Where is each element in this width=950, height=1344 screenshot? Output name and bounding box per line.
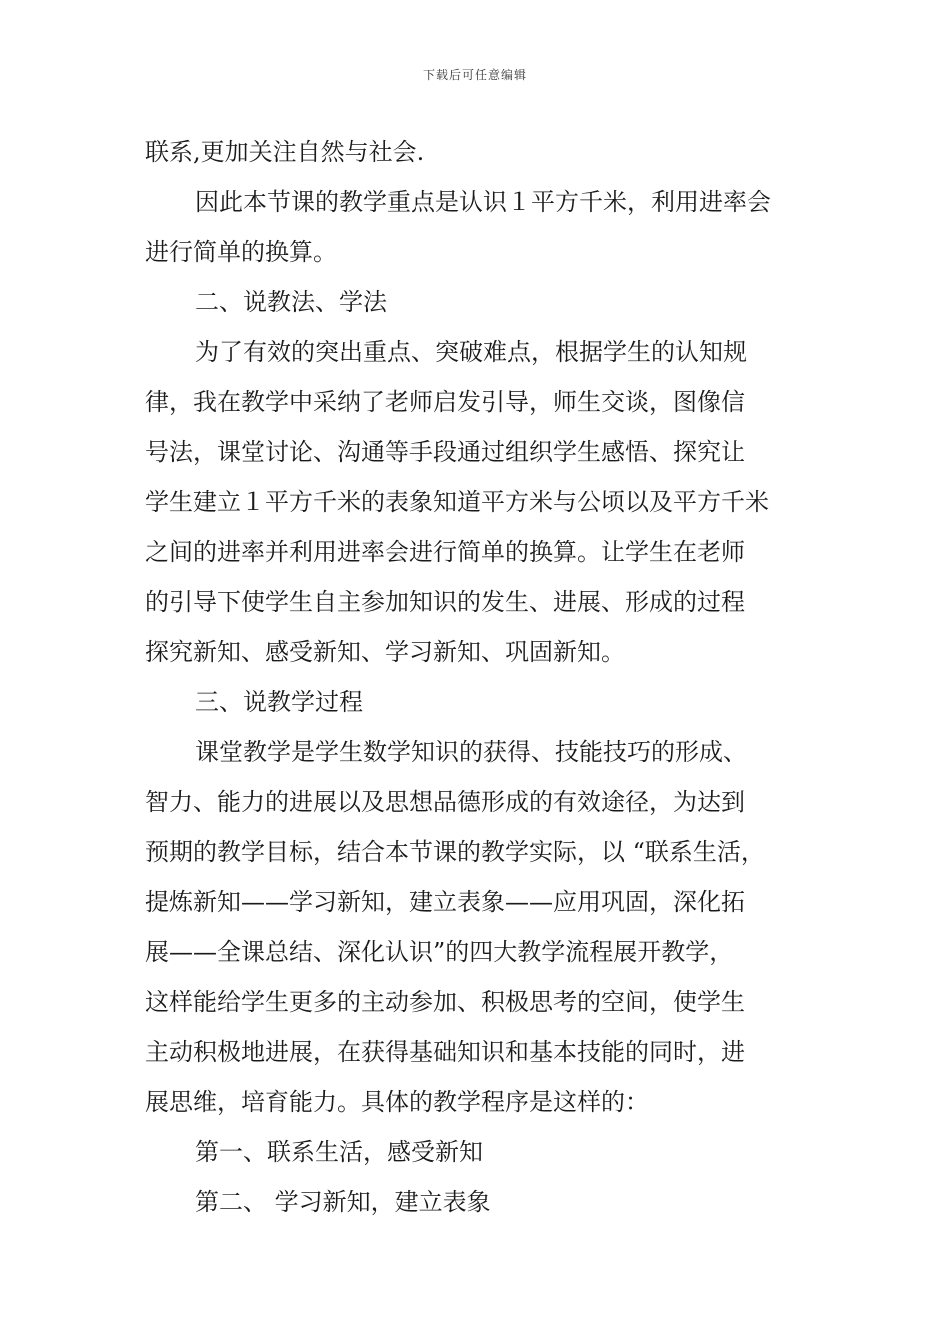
text-line: 提炼新知——学习新知，建立表象——应用巩固，深化拓 bbox=[145, 888, 745, 916]
text-line: 课堂教学是学生数学知识的获得、技能技巧的形成、 bbox=[195, 738, 747, 766]
text-line: 主动积极地进展，在获得基础知识和基本技能的同时，进 bbox=[145, 1038, 745, 1066]
document-body bbox=[145, 127, 817, 1227]
text-line: 展——全课总结、深化认识”的四大教学流程展开教学， bbox=[145, 938, 734, 966]
text-line: 的引导下使学生自主参加知识的发生、进展、形成的过程 bbox=[145, 588, 745, 616]
page-header: 下载后可任意编辑 bbox=[422, 68, 527, 82]
text-line: 律，我在教学中采纳了老师启发引导，师生交谈，图像信 bbox=[145, 388, 745, 416]
text-line: 这样能给学生更多的主动参加、积极思考的空间，使学生 bbox=[145, 988, 745, 1016]
section-heading: 二、说教法、学法 bbox=[195, 288, 387, 316]
section-heading: 三、说教学过程 bbox=[195, 688, 363, 716]
text-line: 因此本节课的教学重点是认识１平方千米，利用进率会 bbox=[195, 188, 771, 216]
list-item: 第一、联系生活，感受新知 bbox=[195, 1138, 483, 1166]
text-line: 号法，课堂讨论、沟通等手段通过组织学生感悟、探究让 bbox=[145, 438, 745, 466]
text-line: 进行简单的换算。 bbox=[145, 238, 337, 266]
text-line: 智力、能力的进展以及思想品德形成的有效途径，为达到 bbox=[145, 788, 745, 816]
text-line: 为了有效的突出重点、突破难点，根据学生的认知规 bbox=[195, 338, 747, 366]
text-line: 探究新知、感受新知、学习新知、巩固新知。 bbox=[145, 638, 625, 666]
text-line: 预期的教学目标，结合本节课的教学实际，以 “联系生活， bbox=[145, 838, 765, 866]
text-line: 之间的进率并利用进率会进行简单的换算。让学生在老师 bbox=[145, 538, 745, 566]
text-line: 展思维，培育能力。具体的教学程序是这样的： bbox=[145, 1088, 649, 1116]
text-line: 联系,更加关注自然与社会. bbox=[145, 138, 425, 166]
list-item: 第二、 学习新知，建立表象 bbox=[195, 1188, 491, 1216]
text-line: 学生建立１平方千米的表象知道平方米与公顷以及平方千米 bbox=[145, 488, 769, 516]
